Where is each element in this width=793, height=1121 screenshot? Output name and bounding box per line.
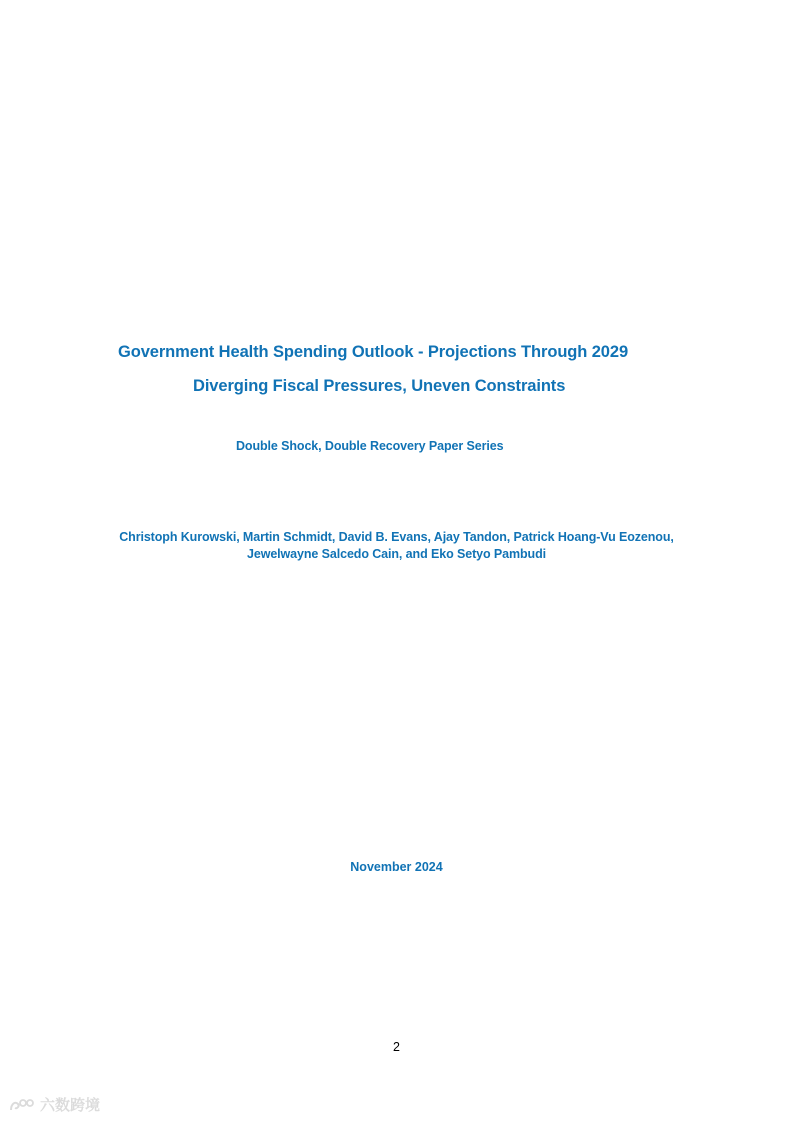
author-list <box>0 529 793 563</box>
watermark <box>8 1094 100 1115</box>
paper-series: Double Shock, Double Recovery Paper Series <box>236 439 504 453</box>
author-line: Christoph Kurowski, Martin Schmidt, David B. Evans, Ajay Tandon, Patrick Hoang-Vu Eozenou, <box>119 530 674 544</box>
document-title: Government Health Spending Outlook - Projections Through 2029 <box>118 343 629 361</box>
page-number: 2 <box>393 1040 400 1054</box>
publication-date: November 2024 <box>350 860 443 874</box>
document-subtitle: Diverging Fiscal Pressures, Uneven Constraints <box>193 377 566 395</box>
watermark-logo-icon <box>8 1095 36 1115</box>
watermark-text: 六数跨境 <box>40 1096 101 1114</box>
author-line: Jewelwayne Salcedo Cain, and Eko Setyo Pambudi <box>247 547 546 561</box>
